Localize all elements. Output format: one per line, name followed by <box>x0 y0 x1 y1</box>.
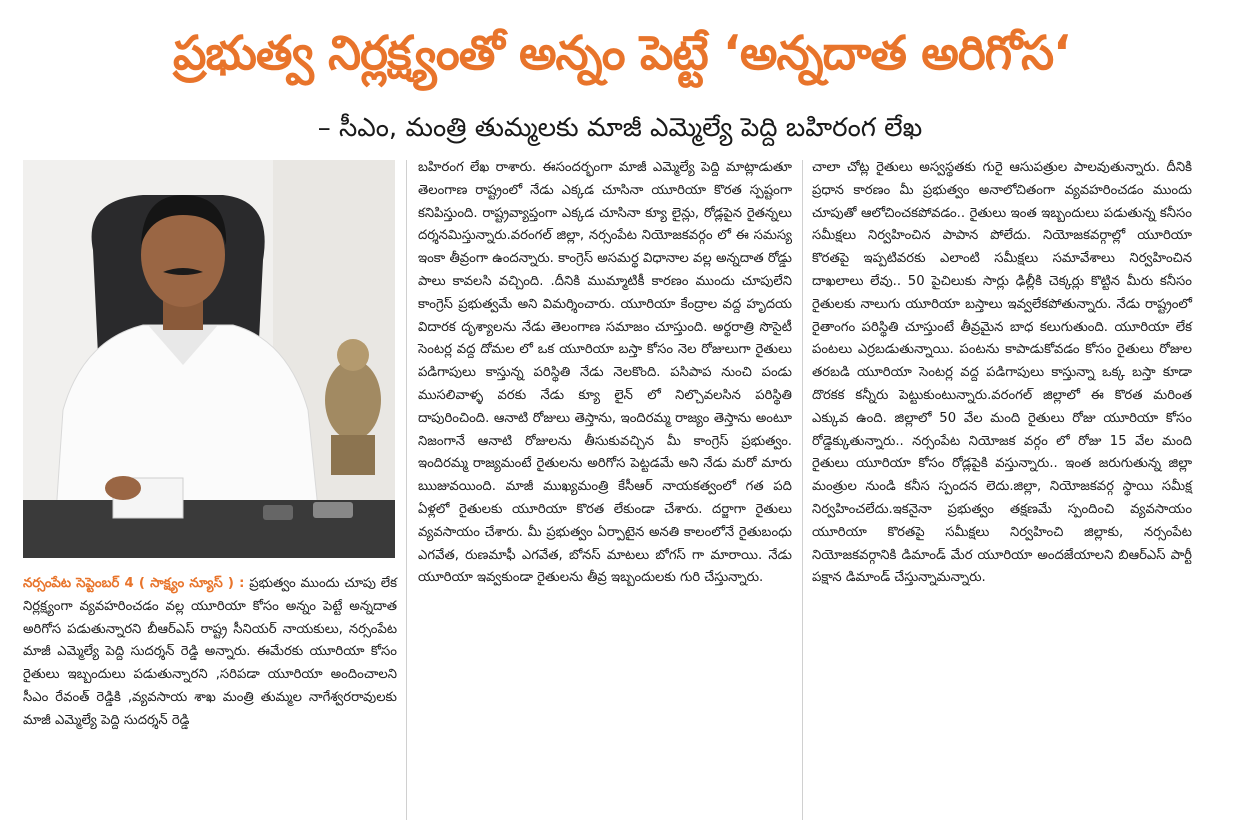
article-column-1 <box>23 573 397 733</box>
person-photo-icon <box>23 160 395 558</box>
person-photo <box>23 160 395 558</box>
article-column-3: చాలా చోట్ల రైతులు అస్వస్థతకు గురై ఆసుపత్రుల పాలవుతున్నారు. దీనికి ప్రధాన కారణం మీ ప్రభుత్వం అనాలోచితంగా వ్యవహరించడం ముందు చూపుతో ఆలోచించకపోవడం.. రైతులు ఇంత ఇబ్బందులు పడుతున్న కనీసం సమీక్షలు నిర్వహించిన పాపాన పోలేదు. నియోజకవర్గాల్లో యూరియా కొరతపై ఇప్పటివరకు ఎలాంటి సమీక్షలు సమావేశాలు నిర్వహించిన దాఖలాలు లేవు.. 50 పైచిలుకు సార్లు ఢిల్లీకి చెక్కర్లు కొట్టిన మీరు కనీసం రైతులకు నాలుగు యూరియా బస్తాలు ఇవ్వలేకపోతున్నారు. నేడు రాష్ట్రంలో రైతాంగం పరిస్థితి చూస్తుంటే తీవ్రమైన బాధ కలుగుతుంది. యూరియా లేక పంటలు ఎర్రబడుతున్నాయి. పంటను కాపాడుకోవడం కోసం రైతులు రోజుల తరబడి యూరియా సెంటర్ల వద్ద పడిగాపులు కాస్తున్నా ఒక్క బస్తా కూడా దొరకక కన్నీరు పెట్టుకుంటున్నారు.వరంగల్ జిల్లాలో ఈ కొరత మరింత ఎక్కువ ఉంది. జిల్లాలో 50 వేల మంది రైతులు రోజు యూరియా కోసం రోడ్డెక్కుతున్నారు.. నర్సంపేట నియోజక వర్గం లో రోజు 15 వేల మంది రైతులు యూరియా కోసం రోడ్లపైకి వస్తున్నారు.. ఇంత జరుగుతున్న జిల్లా మంత్రుల నుండి కనీస స్పందన లెదు.జిల్లా, నియోజకవర్గ స్థాయి సమీక్ష నిర్వహించలేదు.ఇకనైనా ప్రభుత్వం తక్షణమే స్పందించి వ్యవసాయం యూరియా కొరతపై సమీక్షలు నిర్వహించి జిల్లాకు, నర్సంపేట నియోజకవర్గానికి డిమాండ్ మేర యూరియా అందజేయాలని బిఆర్ఎస్ పార్టీ పక్షాన డిమాండ్ చేస్తున్నామన్నారు. <box>812 160 1192 586</box>
headline: ప్రభుత్వ నిర్లక్ష్యంతో అన్నం పెట్టే ‘అన్నదాత అరిగోస‘ <box>172 26 1070 81</box>
dateline: నర్సంపేట సెప్టెంబర్ 4 ( సాక్ష్యం న్యూస్ ) : <box>23 576 245 591</box>
article-column-2: బహిరంగ లేఖ రాశారు. ఈసందర్భంగా మాజీ ఎమ్మెల్యే పెద్ది మాట్లాడుతూ తెలంగాణ రాష్ట్రంలో నేడు ఎక్కడ చూసినా యూరియా కొరత స్పష్టంగా కనిపిస్తుంది. రాష్ట్రవ్యాప్తంగా ఎక్కడ చూసినా క్యూ లైన్లు, రోడ్లపైన రైతన్నలు దర్శనమిస్తున్నారు.వరంగల్ జిల్లా, నర్సంపేట నియోజకవర్గం లో ఈ సమస్య ఇంకా తీవ్రంగా ఉందన్నారు. కాంగ్రెస్ అసమర్థ విధానాల వల్ల అన్నదాత రోడ్డు పాలు కావలసి వచ్చింది. .దీనికి ముమ్మాటికీ కారణం ముందు చూపులేని కాంగ్రెస్ ప్రభుత్వమే అని విమర్శించారు. యూరియా కేంద్రాల వద్ద హృదయ విదారక దృశ్యాలను నేడు తెలంగాణ సమాజం చూస్తుంది. అర్థరాత్రి సొసైటీ సెంటర్ల వద్ద దోమల లో ఒక యూరియా బస్తా కోసం నెల రోజులుగా రైతులు పడిగాపులు కాస్తున్న పరిస్థితి నేడు నెలకొంది. పసిపాప నుంచి పండు ముసలివాళ్ళ వరకు నేడు క్యూ లైన్ లో నిల్చొవలసిన పరిస్థితి దాపురించింది. ఆనాటి రోజులు తెస్తాను, ఇందిరమ్మ రాజ్యం తెస్తాను అంటూ నిజంగానే ఆనాటి రోజులను తీసుకువచ్చిన మీ కాంగ్రెస్ ప్రభుత్వం. ఇందిరమ్మ రాజ్యమంటే రైతులను అరిగోస పెట్టడమే అని నేడు మరో మారు ఋజువయింది. మాజీ ముఖ్యమంత్రి కేసీఆర్ నాయకత్వంలో గత పది ఏళ్లలో రైతులకు యూరియా కొరత లేకుండా చేశారు. దర్జాగా రైతులు వ్యవసాయం చేశారు. మీ ప్రభుత్వం ఏర్పాటైన అనతి కాలంలోనే రైతుబంధు ఎగవేత, రుణమాఫీ ఎగవేత, బోనస్ మాటలు బోగస్ గా మారాయి. నేడు యూరియా ఇవ్వకుండా రైతులను తీవ్ర ఇబ్బందులకు గురి చేస్తున్నారు. <box>418 160 792 586</box>
subheadline: – సీఎం, మంత్రి తుమ్మలకు మాజీ ఎమ్మెల్యే పెద్ది బహిరంగ లేఖ <box>317 113 923 143</box>
column-1-text: ప్రభుత్వం ముందు చూపు లేక నిర్లక్ష్యంగా వ్యవహరించడం వల్ల యూరియా కోసం అన్నం పెట్టే అన్నదాత అరిగోస పడుతున్నారని బీఆర్ఎస్ రాష్ట్ర సీనియర్ నాయకులు, నర్సంపేట మాజీ ఎమ్మెల్యే పెద్ది సుదర్శన్ రెడ్డి అన్నారు. ఈమేరకు యూరియా కోసం రైతులు ఇబ్బందులు పడుతున్నారని ,సరిపడా యూరియా అందించాలని సీఎం రేవంత్ రెడ్డికి ,వ్యవసాయ శాఖ మంత్రి తుమ్మల నాగేశ్వరరావులకు మాజీ ఎమ్మెల్యే పెద్ది సుదర్శన్ రెడ్డి <box>23 576 397 728</box>
column-divider <box>406 160 407 820</box>
column-divider <box>802 160 803 820</box>
